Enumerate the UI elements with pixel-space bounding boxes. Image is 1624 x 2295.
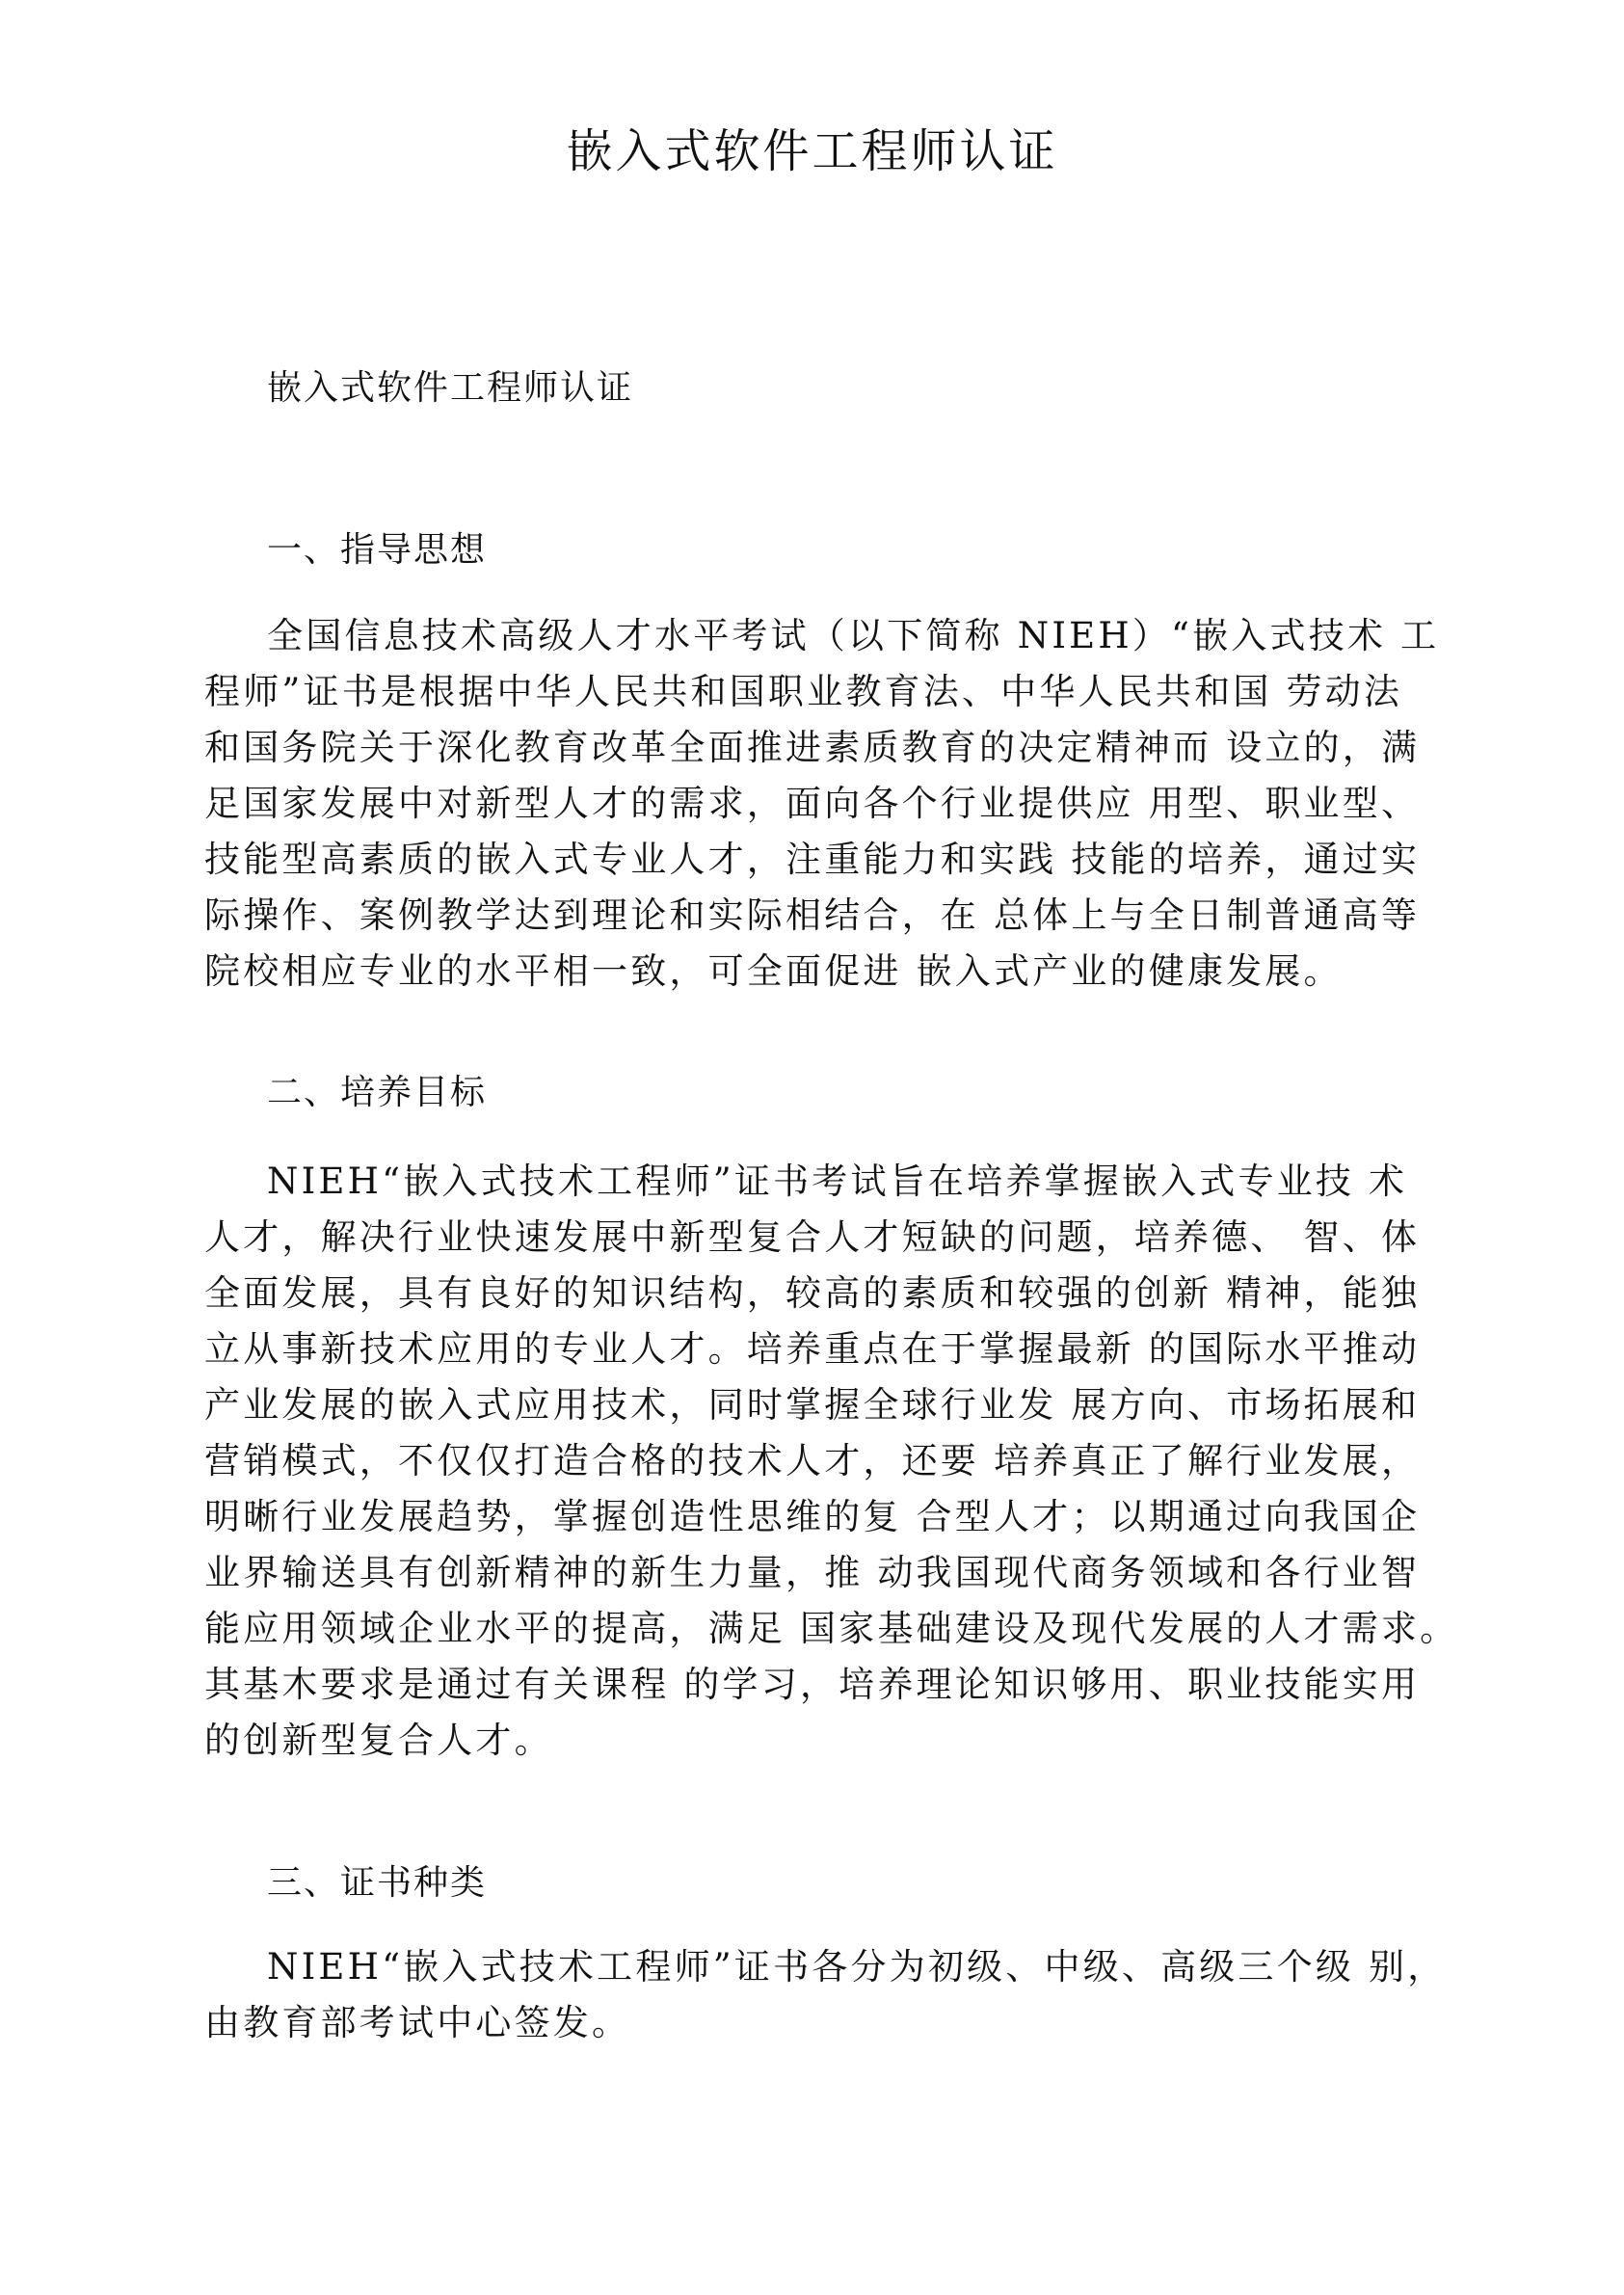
paragraph-line: 全国信息技术高级人才水平考试（以下简称 NIEH）“嵌入式技术 工 <box>267 615 1440 656</box>
paragraph-line: 产业发展的嵌入式应用技术，同时掌握全球行业发 展方向、市场拓展和 <box>204 1384 1421 1426</box>
paragraph-line: NIEH“嵌入式技术工程师”证书各分为初级、中级、高级三个级 别， <box>267 1946 1447 1988</box>
section-heading-certificate-types: 三、证书种类 <box>267 1863 488 1903</box>
paragraph-line: 全面发展，具有良好的知识结构，较高的素质和较强的创新 精神，能独 <box>204 1272 1421 1314</box>
paragraph-line: 技能型高素质的嵌入式专业人才，注重能力和实践 技能的培养，通过实 <box>204 839 1421 880</box>
document-subtitle: 嵌入式软件工程师认证 <box>267 368 634 408</box>
paragraph-line: 营销模式，不仅仅打造合格的技术人才，还要 培养真正了解行业发展， <box>204 1440 1421 1481</box>
paragraph-line: 院校相应专业的水平相一致，可全面促进 嵌入式产业的健康发展。 <box>204 950 1343 992</box>
document-title: 嵌入式软件工程师认证 <box>566 124 1058 178</box>
paragraph-line: 足国家发展中对新型人才的需求，面向各个行业提供应 用型、职业型、 <box>204 783 1421 824</box>
section-heading-training-goals: 二、培养目标 <box>267 1073 488 1112</box>
paragraph-line: 的创新型复合人才。 <box>204 1720 553 1761</box>
paragraph-line: 能应用领域企业水平的提高，满足 国家基础建设及现代发展的人才需求。 <box>204 1608 1459 1649</box>
section-paragraph-training-goals <box>204 1154 1459 1769</box>
paragraph-line: 明晰行业发展趋势，掌握创造性思维的复 合型人才；以期通过向我国企 <box>204 1496 1421 1537</box>
paragraph-line: 际操作、案例教学达到理论和实际相结合，在 总体上与全日制普通高等 <box>204 894 1421 936</box>
section-heading-guiding-ideology: 一、指导思想 <box>267 530 488 570</box>
paragraph-line: 程师”证书是根据中华人民共和国职业教育法、中华人民共和国 劳动法 <box>204 671 1403 712</box>
section-paragraph-certificate-types <box>204 1939 1447 2051</box>
paragraph-line: 人才，解决行业快速发展中新型复合人才短缺的问题，培养德、 智、体 <box>204 1216 1421 1258</box>
section-paragraph-guiding-ideology <box>204 608 1440 1000</box>
paragraph-line: NIEH“嵌入式技术工程师”证书考试旨在培养掌握嵌入式专业技 术 <box>267 1161 1408 1202</box>
paragraph-line: 和国务院关于深化教育改革全面推进素质教育的决定精神而 设立的，满 <box>204 727 1421 768</box>
paragraph-line: 由教育部考试中心签发。 <box>204 2002 631 2043</box>
paragraph-line: 立从事新技术应用的专业人才。培养重点在于掌握最新 的国际水平推动 <box>204 1328 1421 1370</box>
paragraph-line: 业界输送具有创新精神的新生力量，推 动我国现代商务领域和各行业智 <box>204 1552 1421 1593</box>
paragraph-line: 其基木要求是通过有关课程 的学习，培养理论知识够用、职业技能实用 <box>204 1664 1421 1705</box>
